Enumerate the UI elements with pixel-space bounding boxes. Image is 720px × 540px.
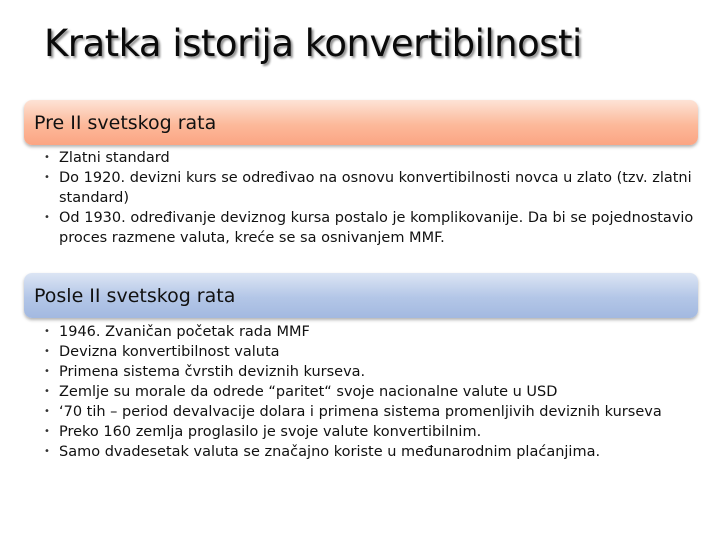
bullet-icon: • xyxy=(44,326,50,337)
list-item xyxy=(44,442,704,462)
list-item-text: Preko 160 zemlja proglasilo je svoje valute konvertibilnim. xyxy=(59,424,482,440)
list-item-text: ‘70 tih – period devalvacije dolara i primena sistema promenljivih deviznih kurseva xyxy=(59,404,662,420)
section-heading-pre-war xyxy=(24,100,698,145)
bullet-icon: • xyxy=(44,366,50,377)
bullet-icon: • xyxy=(44,346,50,357)
bullet-list-post-war xyxy=(44,322,704,462)
list-item-text: 1946. Zvaničan početak rada MMF xyxy=(59,324,310,340)
bullet-icon: • xyxy=(44,386,50,397)
list-item xyxy=(44,322,704,342)
list-item xyxy=(44,342,704,362)
list-item-text: Do 1920. devizni kurs se određivao na osnovu konvertibilnosti novca u zlato (tzv. zlatni standard) xyxy=(59,170,692,206)
list-item xyxy=(44,168,704,208)
list-item xyxy=(44,362,704,382)
bullet-icon: • xyxy=(44,446,50,457)
list-item xyxy=(44,422,704,442)
bullet-icon: • xyxy=(44,172,50,183)
bullet-list-pre-war xyxy=(44,148,704,248)
list-item-text: Devizna konvertibilnost valuta xyxy=(59,344,280,360)
list-item-text: Od 1930. određivanje deviznog kursa postalo je komplikovanije. Da bi se pojednostavio proces razmene valuta, kreće se sa osnivanjem MMF. xyxy=(59,210,694,246)
list-item-text: Zemlje su morale da odrede “paritet“ svoje nacionalne valute u USD xyxy=(59,384,558,400)
section-heading-label: Pre II svetskog rata xyxy=(34,111,217,134)
list-item xyxy=(44,148,704,168)
list-item-text: Primena sistema čvrstih deviznih kurseva. xyxy=(59,364,366,380)
list-item xyxy=(44,402,704,422)
section-heading-label: Posle II svetskog rata xyxy=(34,284,236,307)
bullet-icon: • xyxy=(44,152,50,163)
list-item-text: Zlatni standard xyxy=(59,150,170,166)
section-heading-post-war xyxy=(24,273,698,318)
list-item xyxy=(44,382,704,402)
bullet-icon: • xyxy=(44,212,50,223)
bullet-icon: • xyxy=(44,426,50,437)
bullet-icon: • xyxy=(44,406,50,417)
slide-title: Kratka istorija konvertibilnosti xyxy=(44,22,582,65)
list-item xyxy=(44,208,704,248)
list-item-text: Samo dvadesetak valuta se značajno koriste u međunarodnim plaćanjima. xyxy=(59,444,601,460)
